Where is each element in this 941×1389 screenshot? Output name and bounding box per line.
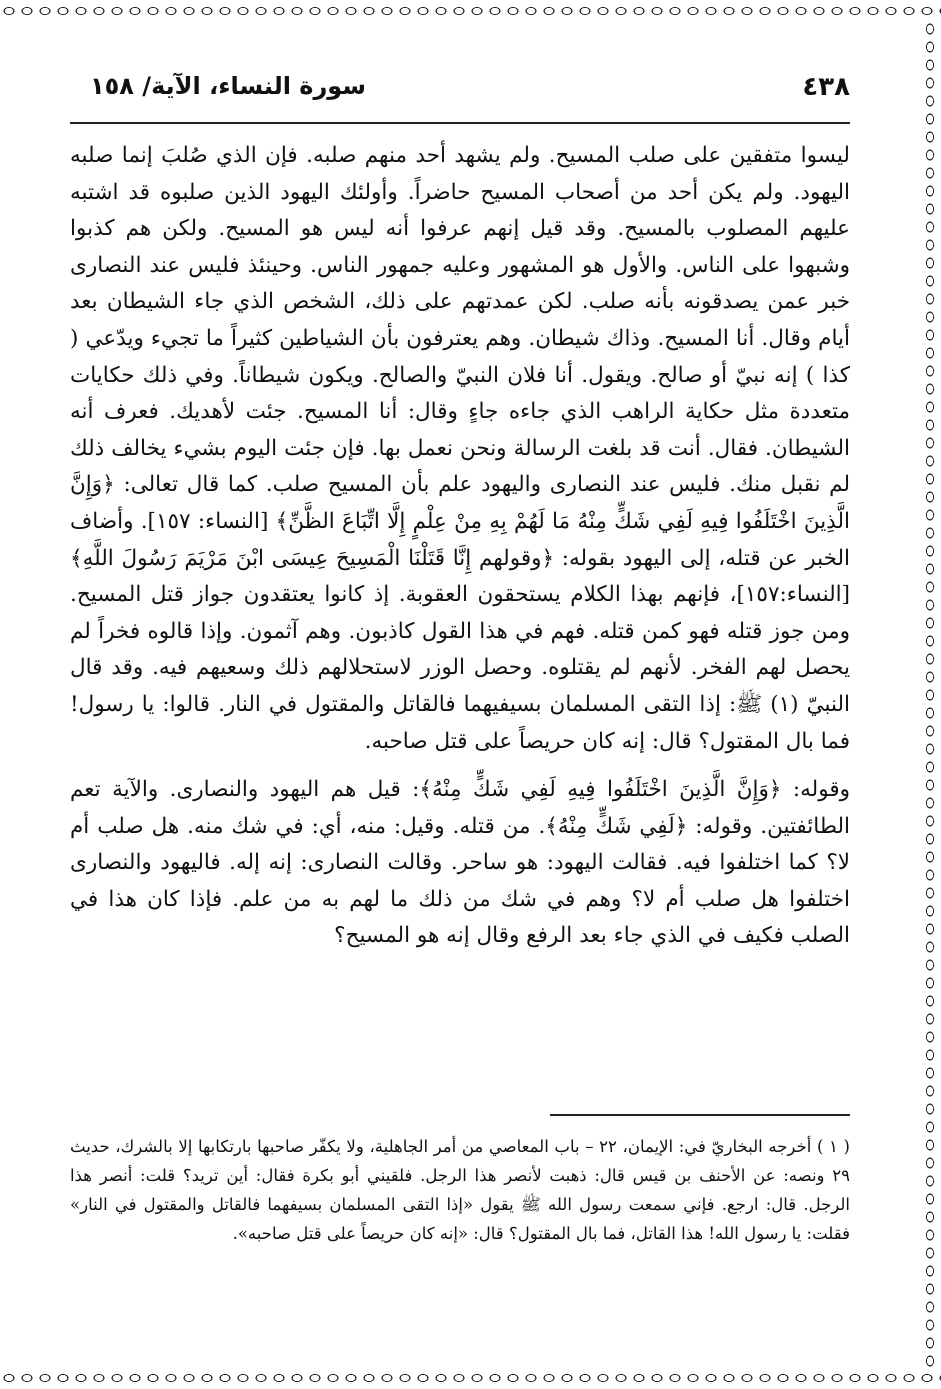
decorative-border-bottom (0, 1367, 941, 1389)
header-rule (70, 122, 850, 124)
footnote-marker: ( ١ ) (816, 1137, 850, 1156)
paragraph-2: وقوله: ﴿وَإِنَّ الَّذِينَ اخْتَلَفُوا فِيهِ لَفِي شَكٍّ مِنْهُ﴾: قيل هم اليهود والنصارى. والآية تعم الطائفتين. وقوله: ﴿لَفِي شَكٍّ مِنْهُ﴾. من قتله. وقيل: منه، أي: في شك منه. هل صلب أم لا؟ كما اختلفوا فيه. فقالت اليهود: هو ساحر. وقالت النصارى: إنه إله. فاليهود والنصارى اختلفوا هل صلب أم لا؟ وهم في شك من ذلك ما لهم به من علم. فإذا كان هذا في الصلب فكيف في الذي جاء بعد الرفع وقال إنه هو المسيح؟ (70, 777, 850, 949)
footnote-text: أخرجه البخاريّ في: الإيمان، ٢٢ – باب المعاصي من أمر الجاهلية، ولا يكفّر صاحبها بارتكابها إلا بالشرك، حديث ٢٩ ونصه: عن الأحنف بن قيس قال: ذهبت لأنصر هذا الرجل. فلقيني أبو بكرة فقال: أين تريد؟ قلت: أنصر هذا الرجل. قال: ارجع. فإني سمعت رسول الله ﷺ يقول «إذا التقى المسلمان بسيفهما فالقاتل والمقتول في النار» فقلت: يا رسول الله! هذا القاتل، فما بال المقتول؟ قال: «إنه كان حريصاً على قتل صاحبه». (70, 1137, 850, 1243)
decorative-border-top (0, 0, 941, 22)
page (70, 60, 850, 1360)
decorative-border-right (919, 20, 941, 1369)
footnote-rule (550, 1114, 850, 1116)
main-text (70, 138, 850, 955)
running-header (90, 72, 850, 112)
page-number: ٤٣٨ (802, 72, 850, 102)
paragraph-1: ليسوا متفقين على صلب المسيح. ولم يشهد أحد منهم صلبه. فإن الذي صُلبَ إنما صلبه اليهود. ولم يكن أحد من أصحاب المسيح حاضراً. وأولئك اليهود الذين صلبوه قد اشتبه عليهم المصلوب بالمسيح. وقد قيل إنهم عرفوا أنه ليس هو المسيح. ولكن هم كذبوا وشبهوا على الناس. والأول هو المشهور وعليه جمهور الناس. وحينئذ فليس عند النصارى خبر عمن يصدقونه بأنه صلب. لكن عمدتهم على ذلك، الشخص الذي جاء الشيطان بعد أيام وقال. أنا المسيح. وذاك شيطان. وهم يعترفون بأن الشياطين كثيراً ما تجيء ويدّعي ( كذا ) إنه نبيّ أو صالح. ويقول. أنا فلان النبيّ والصالح. ويكون شيطاناً. وفي ذلك حكايات متعددة مثل حكاية الراهب الذي جاءه جاءٍ وقال: أنا المسيح. جئت لأهديك. فعرف أنه الشيطان. فقال. أنت قد بلغت الرسالة ونحن نعمل بها. فإن جئت اليوم بشيء يخالف ذلك لم نقبل منك. فليس عند النصارى واليهود علم بأن المسيح صلب. كما قال تعالى: ﴿وَإِنَّ الَّذِينَ اخْتَلَفُوا فِيهِ لَفِي شَكٍّ مِنْهُ مَا لَهُمْ بِهِ مِنْ عِلْمٍ إِلَّا اتِّبَاعَ الظَّنِّ﴾ [النساء: ١٥٧]. وأضاف الخبر عن قتله، إلى اليهود بقوله: ﴿وقولهم إِنَّا قَتَلْنَا الْمَسِيحَ عِيسَى ابْنَ مَرْيَمَ رَسُولَ اللَّهِ﴾ [النساء:١٥٧]، فإنهم بهذا الكلام يستحقون العقوبة. إذ كانوا يعتقدون جواز قتل المسيح. ومن جوز قتله فهو كمن قتله. فهم في هذا القول كاذبون. وهم آثمون. وإذا قالوه فخراً لم يحصل لهم الفخر. لأنهم لم يقتلوه. وحصل الوزر لاستحلالهم ذلك وسعيهم فيه. وقد قال النبيّ (١) ﷺ: إذا التقى المسلمان بسيفيهما فالقاتل والمقتول في النار. قالوا: يا رسول! فما بال المقتول؟ قال: إنه كان حريصاً على قتل صاحبه. (70, 143, 850, 754)
footnote (70, 1132, 850, 1248)
running-title: سورة النساء، الآية/ ١٥٨ (90, 72, 366, 100)
